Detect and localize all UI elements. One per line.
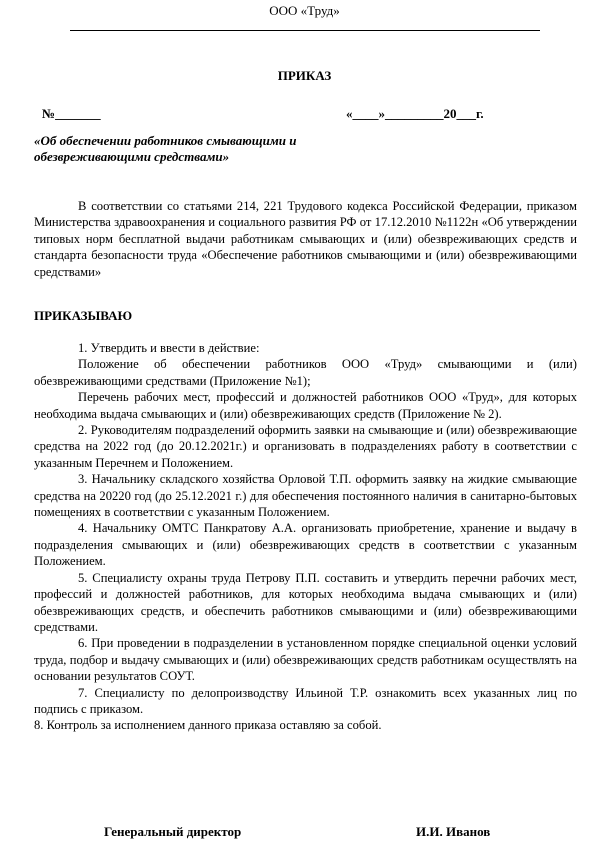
order-item: 2. Руководителям подразделений оформить заявки на смывающие и (или) обезвреживающие средства на 2022 год (до 20.12.2021г.) и организовать в подразделениях работу в соответствии с указанным Перечнем и Положением. [34,423,577,470]
signatory-position: Генеральный директор [104,824,242,839]
order-date: «____»_________20___г. [346,106,484,121]
order-item: Положение об обеспечении работников ООО «Труд» смывающими и (или) обезвреживающими средствами (Приложение №1); [34,357,577,388]
order-item: 8. Контроль за исполнением данного приказа оставляю за собой. [34,718,382,733]
preamble-text: В соответствии со статьями 214, 221 Трудового кодекса Российской Федерации, приказом Министерства здравоохранения и социального развития РФ от 17.12.2010 №1122н «Об утверждении типовых норм бесплатной выдачи работникам смывающих и (или) обезвреживающих средств и стандарта безопасности труда «Обеспечение работников смывающими и (или) обезвреживающими средствами» [34,199,577,279]
order-item: 3. Начальнику складского хозяйства Орловой Т.П. оформить заявку на жидкие смывающие средства на 20220 год (до 25.12.2021 г.) для обеспечения постоянного наличия в санитарно-бытовых помещениях в соответствии с указанным Положением. [34,472,577,520]
order-word: ПРИКАЗЫВАЮ [34,308,133,323]
document-title: ПРИКАЗ [277,68,332,83]
order-item: 7. Специалисту по делопроизводству Ильиной Т.Р. ознакомить всех указанных лиц по подпись с приказом. [34,685,577,716]
signatory-name: И.И. Иванов [416,824,491,839]
order-item: Перечень рабочих мест, профессий и должностей работников ООО «Труд», для которых необходима выдача смывающих и (или) обезвреживающих средств (Приложение № 2). [34,390,577,421]
order-item: 1. Утвердить и ввести в действие: [78,341,260,355]
organization-name: ООО «Труд» [269,3,340,18]
order-item: 5. Специалисту охраны труда Петрову П.П. составить и утвердить перечни рабочих мест, профессий и должностей работников, для которых необходима выдача смывающих и (или) обезвреживающих средств, и обеспечить работников смывающими и (или) обезвреживающими средствами. [34,570,577,634]
order-items [34,340,577,734]
preamble-block [34,198,577,280]
order-number: №_______ [42,106,101,121]
order-item: 6. При проведении в подразделении в установленном порядке специальной оценки условий труда, подбор и выдачу смывающих и (или) обезвреживающих средств работникам осуществлять на основании результатов СОУТ. [34,636,577,684]
order-subject: «Об обеспечении работников смывающими и обезвреживающими средствами» [34,133,297,164]
order-item: 4. Начальнику ОМТС Панкратову А.А. организовать приобретение, хранение и выдачу в подразделения смывающих и (или) обезвреживающих средств в соответствии с указанным Положением. [34,521,577,569]
header-divider [70,30,540,31]
